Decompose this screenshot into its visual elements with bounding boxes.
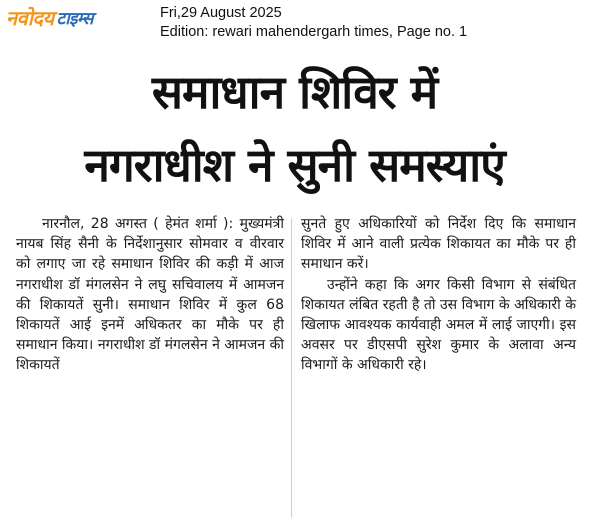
logo-part-times: टाइम्स bbox=[56, 8, 93, 29]
article-col2-paragraph-2: उन्होंने कहा कि अगर किसी विभाग से संबंधित शिकायत लंबित रहती है तो उस विभाग के अधिकारी के खिलाफ आवश्यक कार्यवाही अमल में लाई जाएगी। इस अवसर पर डीएसपी सुरेश कुमार के अलावा अन्य विभागों के अधिकारी रहे। bbox=[301, 276, 576, 374]
edition-line: Edition: rewari mahendergarh times, Page no. 1 bbox=[160, 24, 468, 40]
headline-line-2: नगराधीश ने सुनी समस्याएं bbox=[84, 138, 505, 192]
article-col1-text: नारनौल, 28 अगस्त ( हेमंत शर्मा ): मुख्यमंत्री नायब सिंह सैनी के निर्देशानुसार सोमवार व वीरवार को लगाए जा रहे समाधान शिविर की कड़ी में आज नगराधीश डॉ मंगलसेन ने लघु सचिवालय में आमजन की शिकायतें सुनी। समाधान शिविर में कुल 68 शिकायतें आई इनमें अधिकतर का मौके पर ही समाधान किया। नगराधीश डॉ मंगलसेन ने आमजन की शिकायतें bbox=[16, 216, 284, 374]
newspaper-logo bbox=[6, 4, 93, 30]
article-column-1 bbox=[16, 214, 284, 376]
edition-info bbox=[160, 4, 467, 42]
article-col2-paragraph-1: सुनते हुए अधिकारियों को निर्देश दिए कि समाधान शिविर में आने वाली प्रत्येक शिकायत का मौके पर ही समाधान करें। bbox=[301, 216, 576, 273]
masthead-bar bbox=[0, 0, 589, 48]
logo-part-navoday: नवोदय bbox=[6, 5, 54, 30]
publication-date: Fri,29 August 2025 bbox=[160, 5, 282, 21]
article-column-2 bbox=[301, 214, 576, 376]
column-divider bbox=[291, 218, 292, 518]
headline-line-1: समाधान शिविर में bbox=[151, 65, 438, 119]
